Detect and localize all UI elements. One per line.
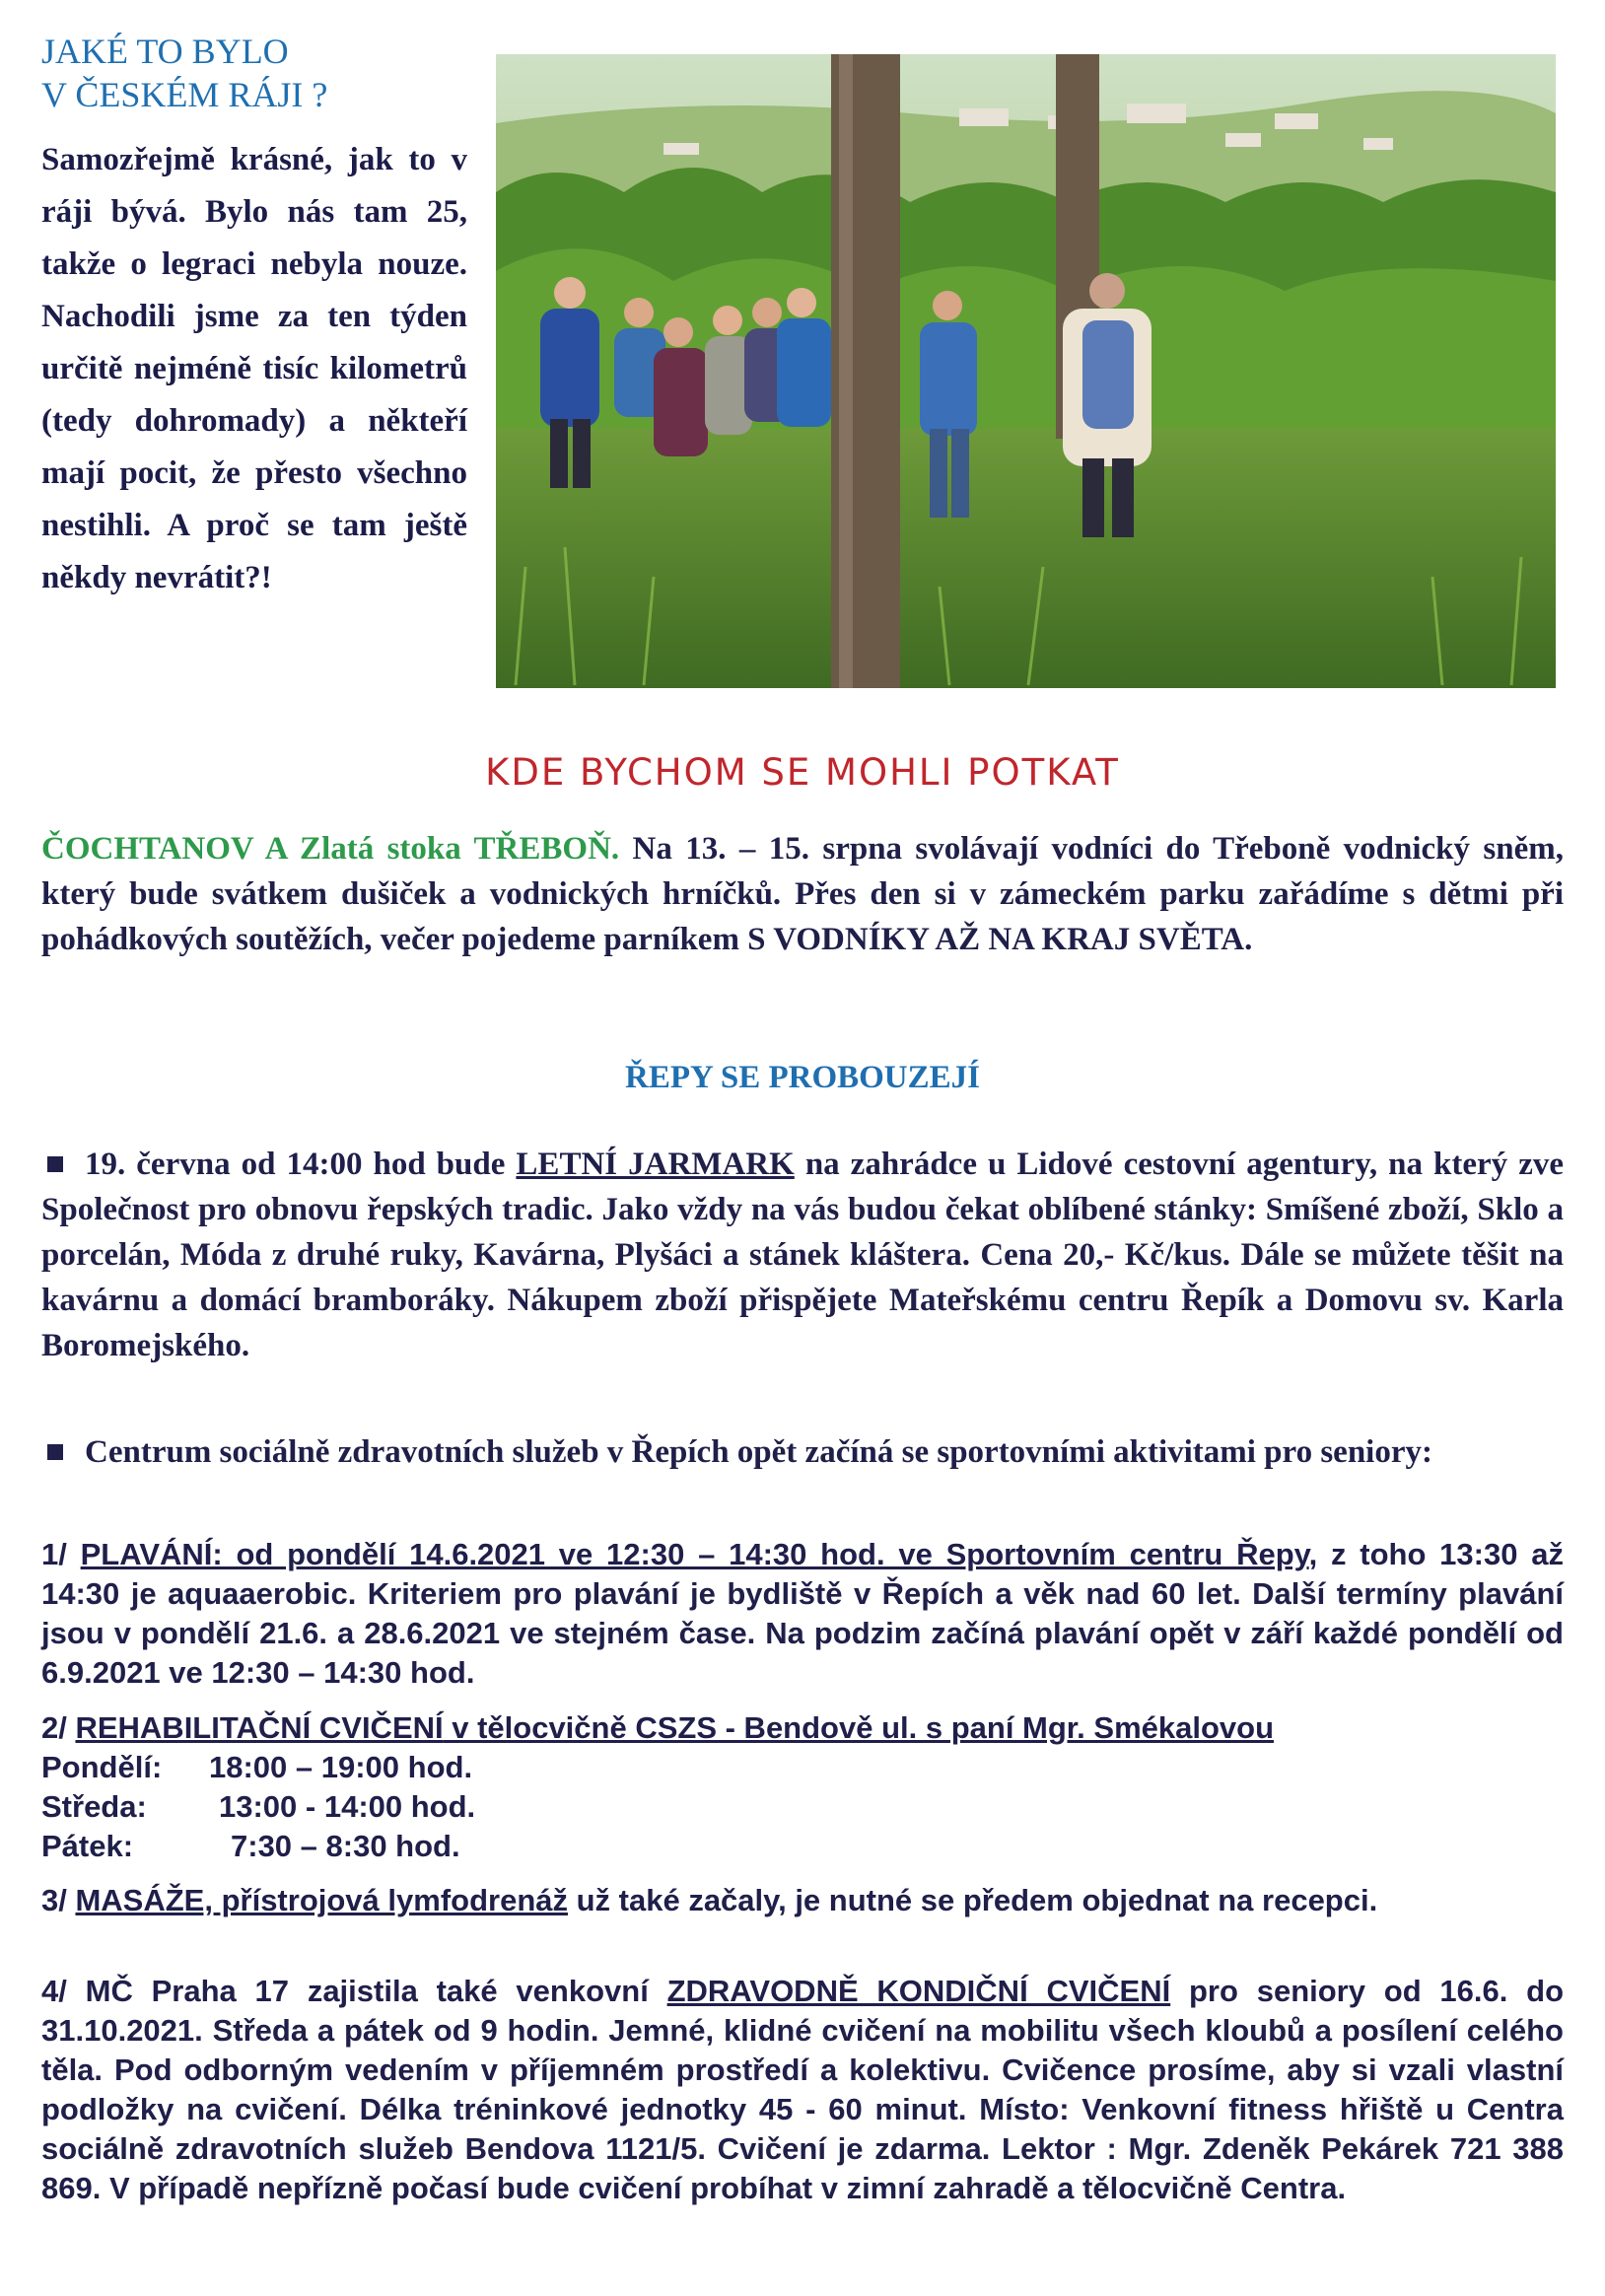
- activity-number: 1/: [41, 1537, 81, 1571]
- schedule-time: 18:00 – 19:00 hod.: [209, 1750, 473, 1784]
- schedule-day: Pondělí:: [41, 1750, 163, 1784]
- jarmark-item: [41, 1142, 1564, 1368]
- event-name: ČOCHTANOV A Zlatá stoka TŘEBOŇ.: [41, 831, 620, 867]
- schedule-time: 13:00 - 14:00 hod.: [219, 1789, 476, 1824]
- square-bullet-icon: [47, 1156, 63, 1172]
- rehab-text: v tělocvičně CSZS - Bendově ul. s paní Mgr. Smékalovou: [443, 1710, 1275, 1745]
- outdoor-text-before: 4/ MČ Praha 17 zajistila také venkovní: [41, 1974, 667, 2008]
- swimming-text: , z toho 13:30 až 14:30 je aquaaerobic. Kriteriem pro plavání je bydliště v Řepích a věk nad 60 let. Další termíny plavání jsou v pondělí 21.6. a 28.6.2021 ve stejném čase. Na podzim začíná plavání opět v září každé pondělí od 6.9.2021 ve 12:30 – 14:30 hod.: [41, 1537, 1564, 1690]
- intro-title: [41, 30, 455, 116]
- outdoor-text: pro seniory od 16.6. do 31.10.2021. Středa a pátek od 9 hodin. Jemné, klidné cvičení na mobilitu všech kloubů a posílení celého těla. Pod odborným vedením v příjemném prostředí a kolektivu. Cvičence prosíme, aby si vzali vlastní podložky na cvičení. Délka tréninkové jednotky 45 - 60 minut. Místo: Venkovní fitness hřiště u Centra sociálně zdravotních služeb Bendova 1121/5. Cvičení je zdarma. Lektor : Mgr. Zdeněk Pekárek 721 388 869. V případě nepřízně počasí bude cvičení probíhat v zimní zahradě a tělocvičně Centra.: [41, 1974, 1565, 2205]
- section1-paragraph: [41, 826, 1564, 962]
- intro-text: Samozřejmě krásné, jak to v ráji bývá. Bylo nás tam 25, takže o legraci nebyla nouze. Nachodili jsme za ten týden určitě nejméně tisíc kilometrů (tedy dohromady) a někteří mají pocit, že přesto všechno nestihli. A proč se tam ještě někdy nevrátit?!: [41, 142, 467, 595]
- activity-number: 3/: [41, 1883, 76, 1917]
- activity-massage: [41, 1881, 1564, 1920]
- swimming-link[interactable]: PLAVÁNÍ: od pondělí 14.6.2021 ve 12:30 – 14:30 hod. ve Sportovním centru Řepy: [80, 1537, 1309, 1571]
- square-bullet-icon: [47, 1444, 63, 1460]
- rehab-link[interactable]: REHABILITAČNÍ CVIČENÍ: [75, 1710, 444, 1745]
- schedule-row: [41, 1748, 1564, 1787]
- activity-rehab: [41, 1708, 1564, 1866]
- centrum-text: Centrum sociálně zdravotních služeb v Řepích opět začíná se sportovními aktivitami pro seniory:: [85, 1434, 1432, 1470]
- schedule-day: Pátek:: [41, 1829, 134, 1863]
- massage-text: už také začaly, je nutné se předem objednat na recepci.: [568, 1883, 1378, 1917]
- centrum-item: [41, 1429, 1564, 1475]
- schedule-row: [41, 1787, 1564, 1827]
- section1-heading: KDE BYCHOM SE MOHLI POTKAT: [485, 751, 1120, 794]
- intro-title-line1: JAKÉ TO BYLO: [41, 32, 289, 71]
- schedule-day: Středa:: [41, 1789, 147, 1824]
- intro-title-line2: V ČESKÉM RÁJI ?: [41, 75, 328, 114]
- event-description: Na 13. – 15. srpna svolávají vodníci do Třeboně vodnický sněm, který bude svátkem dušiček a vodnických hrníčků. Přes den si v zámeckém parku zařádíme s dětmi při pohádkových soutěžích, večer pojedeme parníkem S VODNÍKY AŽ NA KRAJ SVĚTA.: [41, 831, 1564, 957]
- massage-link[interactable]: MASÁŽE, přístrojová lymfodrenáž: [75, 1883, 568, 1917]
- activity-swimming: [41, 1535, 1564, 1693]
- outdoor-exercise-link[interactable]: ZDRAVODNĚ KONDIČNÍ CVIČENÍ: [666, 1974, 1171, 2008]
- jarmark-link[interactable]: LETNÍ JARMARK: [516, 1147, 795, 1182]
- jarmark-text-after: na zahrádce u Lidové cestovní agentury, na který zve Společnost pro obnovu řepských tradic. Jako vždy na vás budou čekat oblíbené stánky: Smíšené zboží, Sklo a porcelán, Móda z druhé ruky, Kavárna, Plyšáci a stánek kláštera. Cena 20,- Kč/kus. Dále se můžete těšit na kavárnu a domácí bramboráky. Nákupem zboží přispějete Mateřskému centru Řepík a Domovu sv. Karla Boromejského.: [41, 1147, 1564, 1363]
- jarmark-text-before: 19. června od 14:00 hod bude: [85, 1147, 517, 1182]
- activity-outdoor-exercise: [41, 1972, 1564, 2208]
- section2-heading: ŘEPY SE PROBOUZEJÍ: [624, 1060, 980, 1095]
- hikers-photo-illustration: [496, 54, 1556, 688]
- activity-number: 2/: [41, 1710, 76, 1745]
- schedule-time: 7:30 – 8:30 hod.: [231, 1829, 460, 1863]
- hikers-photo: [496, 54, 1556, 688]
- schedule-row: [41, 1827, 1564, 1866]
